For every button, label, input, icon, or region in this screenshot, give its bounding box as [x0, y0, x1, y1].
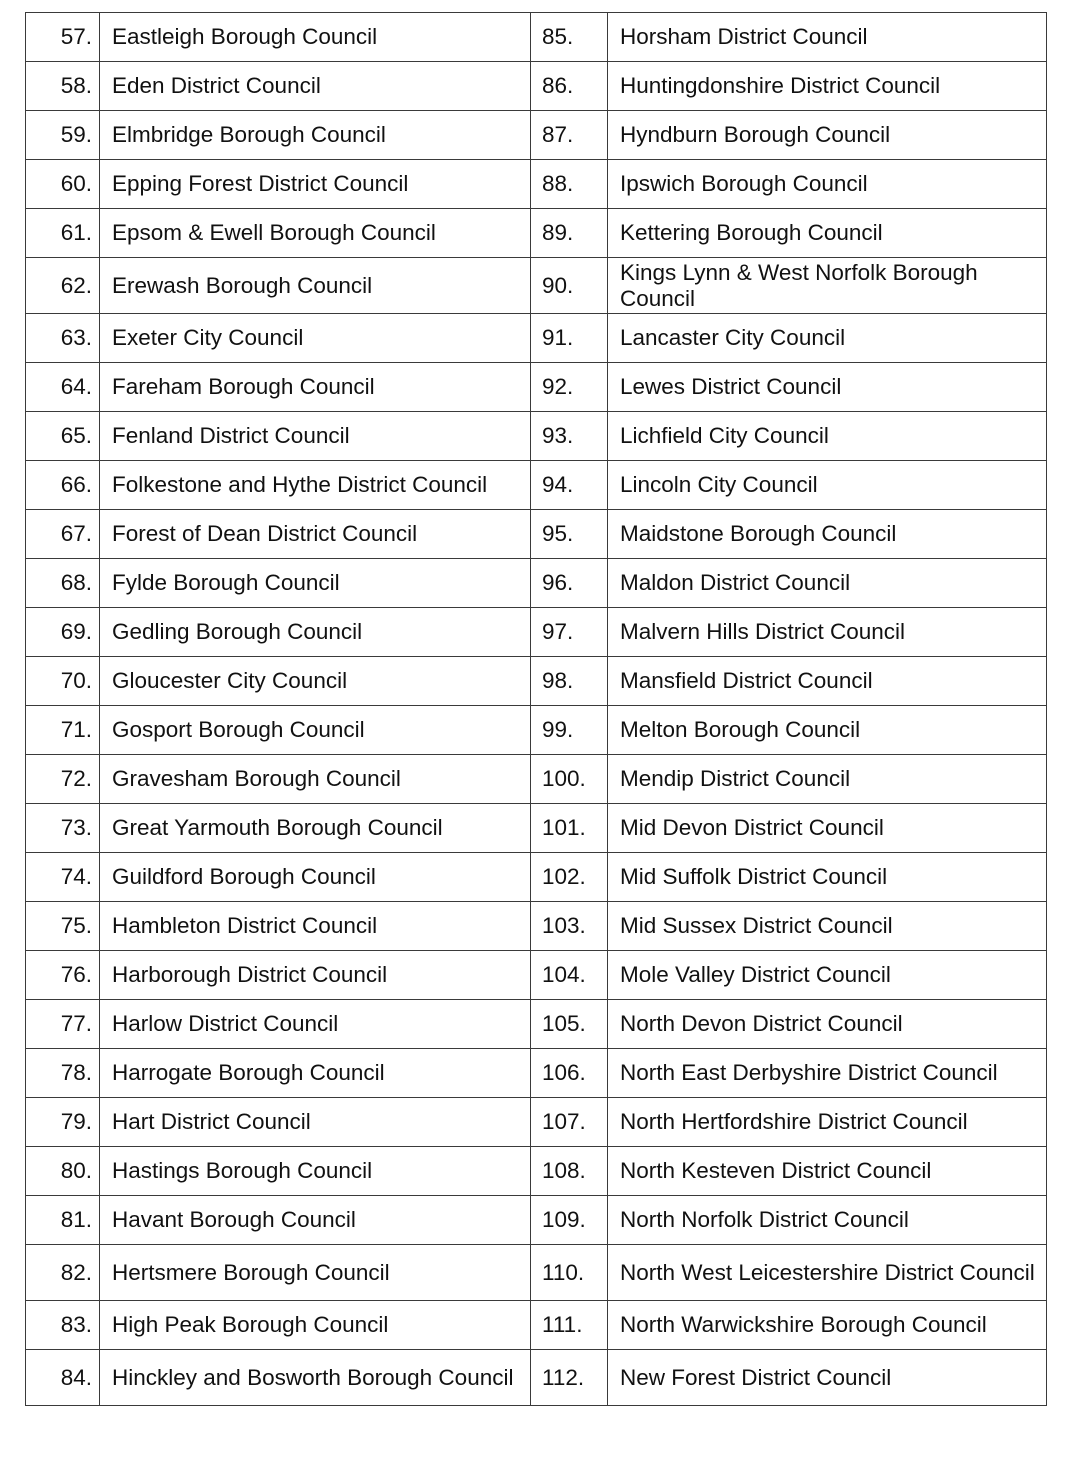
- table-row: [26, 1049, 1047, 1098]
- row-number-left: 61.: [26, 209, 100, 258]
- table-row: [26, 657, 1047, 706]
- row-number-left: 71.: [26, 706, 100, 755]
- row-number-left: 82.: [26, 1245, 100, 1301]
- row-number-right: 104.: [531, 951, 608, 1000]
- council-name-left: High Peak Borough Council: [100, 1301, 531, 1350]
- council-name-right: Mid Sussex District Council: [608, 902, 1047, 951]
- council-list-body: [26, 13, 1047, 1406]
- table-row: [26, 1098, 1047, 1147]
- row-number-right: 110.: [531, 1245, 608, 1301]
- row-number-right: 105.: [531, 1000, 608, 1049]
- council-name-left: Epsom & Ewell Borough Council: [100, 209, 531, 258]
- table-row: [26, 755, 1047, 804]
- council-name-left: Havant Borough Council: [100, 1196, 531, 1245]
- row-number-left: 72.: [26, 755, 100, 804]
- council-name-left: Fenland District Council: [100, 412, 531, 461]
- council-name-left: Eden District Council: [100, 62, 531, 111]
- row-number-left: 65.: [26, 412, 100, 461]
- council-name-right: Lewes District Council: [608, 363, 1047, 412]
- council-name-left: Great Yarmouth Borough Council: [100, 804, 531, 853]
- council-name-right: Hyndburn Borough Council: [608, 111, 1047, 160]
- table-row: [26, 62, 1047, 111]
- table-row: [26, 559, 1047, 608]
- table-row: [26, 608, 1047, 657]
- table-row: [26, 1147, 1047, 1196]
- council-name-right: Mendip District Council: [608, 755, 1047, 804]
- row-number-right: 91.: [531, 314, 608, 363]
- table-row: [26, 706, 1047, 755]
- row-number-left: 57.: [26, 13, 100, 62]
- table-row: [26, 951, 1047, 1000]
- row-number-left: 67.: [26, 510, 100, 559]
- row-number-right: 103.: [531, 902, 608, 951]
- table-row: [26, 363, 1047, 412]
- row-number-left: 80.: [26, 1147, 100, 1196]
- row-number-left: 75.: [26, 902, 100, 951]
- row-number-right: 85.: [531, 13, 608, 62]
- table-row: [26, 1301, 1047, 1350]
- table-row: [26, 314, 1047, 363]
- row-number-right: 112.: [531, 1350, 608, 1406]
- council-name-right: Mansfield District Council: [608, 657, 1047, 706]
- council-name-right: Maidstone Borough Council: [608, 510, 1047, 559]
- council-name-left: Epping Forest District Council: [100, 160, 531, 209]
- council-name-right: Mole Valley District Council: [608, 951, 1047, 1000]
- council-name-right: Horsham District Council: [608, 13, 1047, 62]
- council-name-left: Guildford Borough Council: [100, 853, 531, 902]
- council-name-right: Melton Borough Council: [608, 706, 1047, 755]
- row-number-left: 77.: [26, 1000, 100, 1049]
- table-row: [26, 461, 1047, 510]
- row-number-right: 92.: [531, 363, 608, 412]
- row-number-right: 87.: [531, 111, 608, 160]
- row-number-right: 99.: [531, 706, 608, 755]
- row-number-right: 88.: [531, 160, 608, 209]
- council-name-right: Maldon District Council: [608, 559, 1047, 608]
- table-row: [26, 258, 1047, 314]
- council-name-left: Gosport Borough Council: [100, 706, 531, 755]
- council-name-left: Fareham Borough Council: [100, 363, 531, 412]
- council-name-left: Elmbridge Borough Council: [100, 111, 531, 160]
- council-name-right: North Hertfordshire District Council: [608, 1098, 1047, 1147]
- council-name-right: North West Leicestershire District Council: [608, 1245, 1047, 1301]
- council-name-right: Lancaster City Council: [608, 314, 1047, 363]
- table-row: [26, 1350, 1047, 1406]
- row-number-right: 109.: [531, 1196, 608, 1245]
- row-number-right: 101.: [531, 804, 608, 853]
- row-number-right: 95.: [531, 510, 608, 559]
- council-name-left: Gloucester City Council: [100, 657, 531, 706]
- row-number-left: 79.: [26, 1098, 100, 1147]
- row-number-right: 107.: [531, 1098, 608, 1147]
- row-number-right: 93.: [531, 412, 608, 461]
- council-name-right: Kettering Borough Council: [608, 209, 1047, 258]
- council-name-left: Harrogate Borough Council: [100, 1049, 531, 1098]
- council-name-left: Forest of Dean District Council: [100, 510, 531, 559]
- row-number-right: 100.: [531, 755, 608, 804]
- row-number-right: 108.: [531, 1147, 608, 1196]
- council-name-left: Hastings Borough Council: [100, 1147, 531, 1196]
- council-name-right: North East Derbyshire District Council: [608, 1049, 1047, 1098]
- row-number-right: 98.: [531, 657, 608, 706]
- row-number-right: 106.: [531, 1049, 608, 1098]
- row-number-left: 81.: [26, 1196, 100, 1245]
- council-name-right: Lichfield City Council: [608, 412, 1047, 461]
- table-row: [26, 1196, 1047, 1245]
- council-name-right: North Kesteven District Council: [608, 1147, 1047, 1196]
- council-name-right: Ipswich Borough Council: [608, 160, 1047, 209]
- council-name-right: North Warwickshire Borough Council: [608, 1301, 1047, 1350]
- row-number-right: 96.: [531, 559, 608, 608]
- row-number-left: 76.: [26, 951, 100, 1000]
- row-number-left: 73.: [26, 804, 100, 853]
- row-number-left: 69.: [26, 608, 100, 657]
- table-row: [26, 853, 1047, 902]
- table-row: [26, 510, 1047, 559]
- council-name-right: North Norfolk District Council: [608, 1196, 1047, 1245]
- council-name-left: Gedling Borough Council: [100, 608, 531, 657]
- row-number-left: 64.: [26, 363, 100, 412]
- council-list-table: [25, 12, 1047, 1406]
- council-name-right: Mid Suffolk District Council: [608, 853, 1047, 902]
- council-name-left: Hart District Council: [100, 1098, 531, 1147]
- council-name-right: Lincoln City Council: [608, 461, 1047, 510]
- row-number-left: 84.: [26, 1350, 100, 1406]
- row-number-left: 74.: [26, 853, 100, 902]
- row-number-left: 78.: [26, 1049, 100, 1098]
- row-number-left: 70.: [26, 657, 100, 706]
- council-name-left: Eastleigh Borough Council: [100, 13, 531, 62]
- row-number-right: 97.: [531, 608, 608, 657]
- council-name-left: Erewash Borough Council: [100, 258, 531, 314]
- council-name-right: Kings Lynn & West Norfolk Borough Council: [608, 258, 1047, 314]
- row-number-left: 68.: [26, 559, 100, 608]
- council-name-right: Malvern Hills District Council: [608, 608, 1047, 657]
- row-number-left: 59.: [26, 111, 100, 160]
- row-number-left: 66.: [26, 461, 100, 510]
- council-name-right: North Devon District Council: [608, 1000, 1047, 1049]
- table-row: [26, 902, 1047, 951]
- row-number-right: 90.: [531, 258, 608, 314]
- council-name-left: Harborough District Council: [100, 951, 531, 1000]
- council-name-left: Harlow District Council: [100, 1000, 531, 1049]
- table-row: [26, 13, 1047, 62]
- row-number-left: 58.: [26, 62, 100, 111]
- row-number-right: 86.: [531, 62, 608, 111]
- row-number-left: 63.: [26, 314, 100, 363]
- council-name-left: Gravesham Borough Council: [100, 755, 531, 804]
- table-row: [26, 160, 1047, 209]
- council-name-left: Exeter City Council: [100, 314, 531, 363]
- table-row: [26, 209, 1047, 258]
- council-name-left: Hinckley and Bosworth Borough Council: [100, 1350, 531, 1406]
- council-name-right: New Forest District Council: [608, 1350, 1047, 1406]
- row-number-left: 62.: [26, 258, 100, 314]
- row-number-right: 94.: [531, 461, 608, 510]
- table-row: [26, 1245, 1047, 1301]
- council-name-left: Hertsmere Borough Council: [100, 1245, 531, 1301]
- table-row: [26, 111, 1047, 160]
- table-row: [26, 1000, 1047, 1049]
- row-number-left: 83.: [26, 1301, 100, 1350]
- council-name-left: Hambleton District Council: [100, 902, 531, 951]
- row-number-right: 111.: [531, 1301, 608, 1350]
- row-number-left: 60.: [26, 160, 100, 209]
- row-number-right: 89.: [531, 209, 608, 258]
- council-name-left: Folkestone and Hythe District Council: [100, 461, 531, 510]
- table-row: [26, 804, 1047, 853]
- table-row: [26, 412, 1047, 461]
- council-name-left: Fylde Borough Council: [100, 559, 531, 608]
- council-name-right: Huntingdonshire District Council: [608, 62, 1047, 111]
- council-name-right: Mid Devon District Council: [608, 804, 1047, 853]
- row-number-right: 102.: [531, 853, 608, 902]
